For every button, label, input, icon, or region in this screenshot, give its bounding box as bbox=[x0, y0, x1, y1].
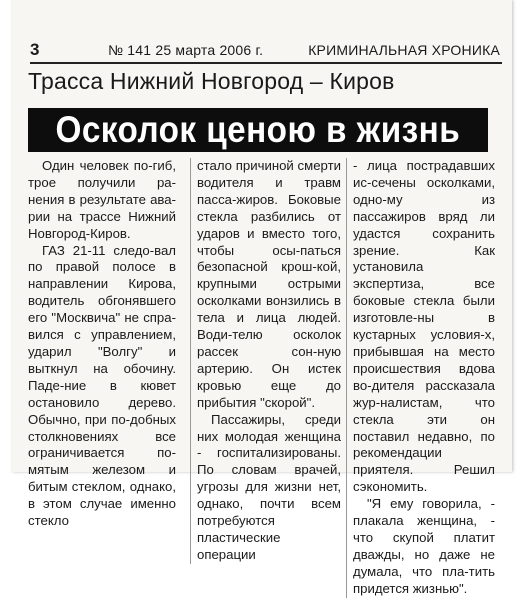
paragraph: стало причиной смерти водителя и травм пасса-жиров. Боковые стекла разбились от ударов и вместо того, чтобы осы-паться безопасной крош-кой, крупными острыми осколками вонзились в тела и лица людей. Води-телю осколок рассек сон-ную артерию. Он истек кровью еще до прибытия "скорой". bbox=[197, 158, 341, 410]
page-number: 3 bbox=[30, 40, 40, 59]
page-header bbox=[30, 40, 502, 64]
section-title: КРИМИНАЛЬНАЯ ХРОНИКА bbox=[308, 42, 500, 58]
article-kicker: Трасса Нижний Новгород – Киров bbox=[28, 68, 395, 94]
article-column-3 bbox=[346, 158, 495, 598]
article-headline: Осколок ценою в жизнь bbox=[55, 109, 461, 150]
issue-date: № 141 25 марта 2006 г. bbox=[108, 42, 264, 58]
paragraph: Пассажиры, среди них молодая женщина - госпитализированы. По словам врачей, угрозы для жизни нет, однако, почти всем потребуются пластические операции bbox=[197, 411, 341, 562]
paragraph: Один человек по-гиб, трое получили ра-нения в результате ава-рии на трассе Нижний Новгород-Киров. bbox=[28, 158, 176, 241]
headline-banner bbox=[28, 108, 488, 152]
paragraph: "Я ему говорила, - плакала женщина, - что скупой платит дважды, но даже не думала, что пла-тить придется жизнью". bbox=[353, 496, 495, 596]
article-body bbox=[28, 158, 495, 596]
article-column-1 bbox=[28, 158, 176, 530]
article-column-2 bbox=[190, 158, 341, 564]
paragraph: - лица пострадавших ис-сечены осколками, одно-му из пассажиров вряд ли удастся сохранить зрение. Как установила экспертиза, все боковые стекла были изготовле-ны в кустарных условия-х, прибывшая на место происшествия вдова во-дителя рассказала жур-налистам, что стекла эти он поставил недавно, по рекомендации приятеля. Решил сэкономить. bbox=[353, 158, 495, 495]
paragraph: ГАЗ 21-11 следо-вал по правой полосе в направлении Кирова, водитель обгонявшего его "Москвича" не спра-вился с управлением, ударил "Волгу" и выткнул на обочину. Паде-ние в кювет остановило дерево. Обычно, при по-добных столкновениях все ограничивается по-мятым железом и битым стеклом, однако, в этом случае именно стекло bbox=[28, 242, 176, 529]
